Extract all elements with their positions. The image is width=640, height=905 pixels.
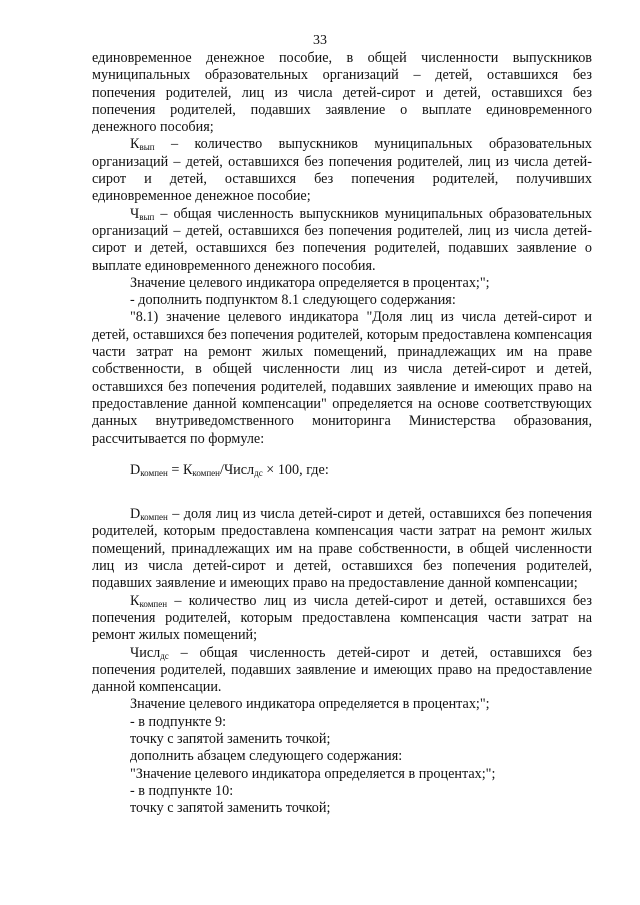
definition-ch-vyp <box>92 206 592 275</box>
symbol-subscript: компен <box>139 598 168 609</box>
paragraph-replace-semicolon: точку с запятой заменить точкой; <box>130 730 331 747</box>
formula-equals: = <box>167 461 183 478</box>
paragraph-subitem-8-1: "8.1) значение целевого индикатора "Доля лиц из числа детей-сирот и детей, оставшихся без попечения родителей, которым предоставлена компенсация части затрат на ремонт жилых помещений, принадлежащих им на праве собственности, в общей численности лиц из числа детей-сирот и детей, оставшихся без попечения родителей, подавших заявление и имеющих право на предоставление данной компенсации" определяется на основе соответствующих данных внутриведомственного мониторинга Министерства образования, рассчитывается по формуле: <box>92 309 592 447</box>
definition-text: – общая численность выпускников муниципальных образовательных организаций – детей, оставшихся без попечения родителей, лиц из числа детей-сирот и детей, оставшихся без попечения родителей, подавших заявление о выплате единовременного денежного пособия. <box>92 205 592 274</box>
definition-k-vyp <box>92 136 592 205</box>
formula-d: D <box>130 461 141 478</box>
paragraph-percent-note-2: Значение целевого индикатора определяется в процентах;"; <box>130 696 490 713</box>
paragraph-subitem-10: - в подпункте 10: <box>130 782 234 799</box>
page-number: 33 <box>313 33 327 48</box>
symbol-subscript: компен <box>140 512 168 523</box>
formula-subscript: дс <box>254 467 263 478</box>
definition-text: – общая численность детей-сирот и детей, оставшихся без попечения родителей, подавших заявление и имеющих право на предоставление данной компенсации. <box>92 644 592 696</box>
formula-ch: Числ <box>223 461 255 478</box>
formula-tail: × 100, где: <box>262 461 329 478</box>
symbol-subscript: вып <box>139 211 155 222</box>
paragraph-add-abzac: дополнить абзацем следующего содержания: <box>130 748 403 765</box>
paragraph-add-subitem: - дополнить подпунктом 8.1 следующего содержания: <box>130 292 456 309</box>
symbol-subscript: вып <box>139 142 155 153</box>
symbol-ch: Ч <box>130 205 140 222</box>
definition-text: – количество лиц из числа детей-сирот и детей, оставшихся без попечения родителей, которым предоставлена компенсация части затрат на ремонт жилых помещений; <box>92 592 592 644</box>
formula <box>92 462 592 479</box>
paragraph-percent-quote: "Значение целевого индикатора определяется в процентах;"; <box>130 765 496 782</box>
formula-slash: / <box>219 461 224 478</box>
formula-subscript: компен <box>192 467 220 478</box>
formula-subscript: компен <box>140 467 168 478</box>
document-body <box>92 50 592 817</box>
symbol-k: К <box>130 592 140 609</box>
symbol-subscript: дс <box>160 650 169 661</box>
definition-d-kompen <box>92 506 592 592</box>
symbol-d: D <box>130 506 141 523</box>
paragraph-percent-note: Значение целевого индикатора определяется в процентах;"; <box>130 274 490 291</box>
definition-text: – доля лиц из числа детей-сирот и детей, оставшихся без попечения родителей, которым предоставлена компенсация части затрат на ремонт жилых помещений, принадлежащих им на праве собственности, в общей численности лиц из числа детей-сирот и детей, оставшихся без попечения родителей, подавших заявление и имеющих право на предоставление данной компенсации; <box>92 506 592 592</box>
paragraph-pension-continuation: единовременное денежное пособие, в общей численности выпускников муниципальных образовательных организаций – детей, оставшихся без попечения родителей, лиц из числа детей-сирот и детей, оставшихся без попечения родителей, подавших заявление о выплате единовременного денежного пособия; <box>92 50 592 136</box>
symbol-k: К <box>130 136 140 153</box>
definition-text: – количество выпускников муниципальных образовательных организаций – детей, оставшихся без попечения родителей, лиц из числа детей-сирот и детей, оставшихся без попечения родителей, получивших единовременное денежное пособие; <box>92 136 592 205</box>
definition-k-kompen <box>92 593 592 645</box>
formula-k: К <box>182 461 193 478</box>
definition-chisl-ds <box>92 645 592 697</box>
paragraph-subitem-9: - в подпункте 9: <box>130 713 227 730</box>
symbol-chisl: Числ <box>130 644 161 661</box>
paragraph-replace-semicolon-2: точку с запятой заменить точкой; <box>130 800 331 817</box>
